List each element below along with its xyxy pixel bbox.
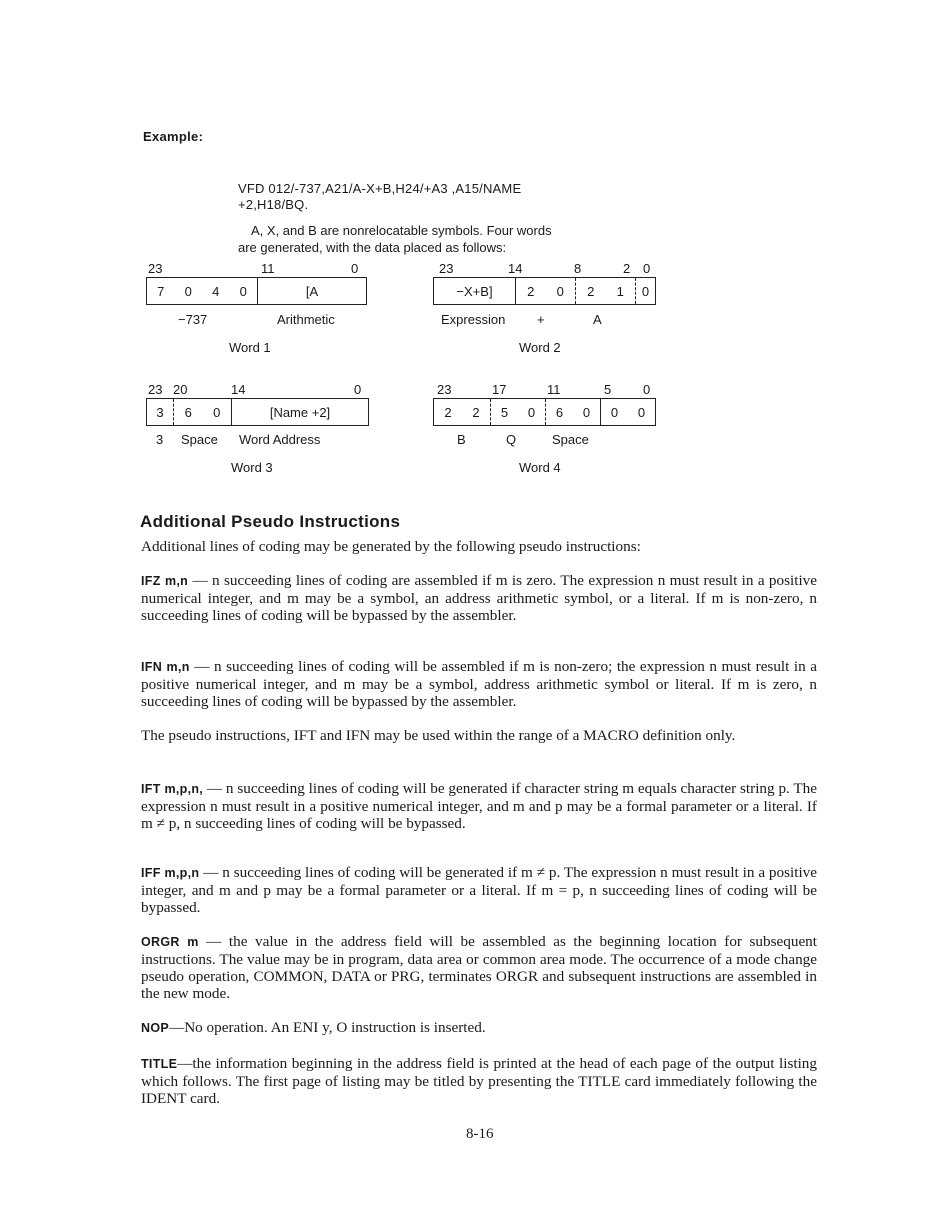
entry-dash: — xyxy=(188,572,213,589)
word-3-field-b xyxy=(173,399,231,425)
entry-keyword: ORGR m xyxy=(141,935,199,949)
word-4-cell: 2 xyxy=(472,404,480,420)
word-4-field-c xyxy=(545,399,600,425)
entry-keyword: IFT m,p,n, xyxy=(141,782,204,796)
word-4-bit: 17 xyxy=(492,382,507,397)
word-2-field-expr xyxy=(434,278,515,304)
word-2-cell: 0 xyxy=(556,283,564,299)
word-4-cell: 0 xyxy=(637,404,646,420)
entry-text: the value in the address field will be assembled as the beginning location for subsequent instructions. The value may be in program, data area or common area mode. The occurrence of a mode change pseudo operation, COMMON, DATA or PRG, terminates ORGR and subsequent instructions are assembled in the new mode. xyxy=(141,933,817,1002)
word-1-label: −737 xyxy=(178,312,208,327)
word-4-box xyxy=(433,398,656,426)
page-number: 8-16 xyxy=(466,1126,494,1142)
note-line-1: A, X, and B are nonrelocatable symbols. Four words xyxy=(251,223,552,238)
entry-text: n succeeding lines of coding will be generated if m ≠ p. The expression n must result in a positive integer, and m and p may be a formal parameter or a literal. If m = p, n succeeding lines of coding will be bypassed. xyxy=(141,864,818,916)
word-2-field-a xyxy=(515,278,575,304)
word-3-cell: [Name +2] xyxy=(269,404,331,420)
word-2-bit: 2 xyxy=(623,261,631,276)
word-3-bit: 0 xyxy=(354,382,362,397)
code-line-2: +2,H18/BQ. xyxy=(238,197,309,212)
word-4-bit: 23 xyxy=(437,382,452,397)
word-3-cell: 6 xyxy=(184,404,192,420)
word-4-bit: 5 xyxy=(604,382,612,397)
word-2-cell: 1 xyxy=(616,283,624,299)
entry-text: n succeeding lines of coding are assembled if m is zero. The expression n must result in a positive numerical integer, and m may be a symbol, an address arithmetic symbol, or a literal. If m is non-zero, n succeeding lines of coding will be bypassed by the assembler. xyxy=(141,572,818,624)
word-1-bit: 0 xyxy=(351,261,359,276)
word-4-cell: 0 xyxy=(582,404,591,420)
entry-dash: — xyxy=(198,933,229,950)
word-4-field-d xyxy=(600,399,655,425)
word-3-bit: 20 xyxy=(173,382,188,397)
word-1-cell: [A xyxy=(305,283,319,299)
word-4-label: Q xyxy=(506,432,517,447)
word-1-field-low xyxy=(257,278,366,304)
word-1-title: Word 1 xyxy=(229,340,271,355)
word-2-bit: 8 xyxy=(574,261,582,276)
word-3-field-c xyxy=(231,399,368,425)
word-1-cell: 0 xyxy=(239,283,247,299)
word-3-title: Word 3 xyxy=(231,460,273,475)
entry-ifz xyxy=(141,572,817,624)
entry-title xyxy=(141,1055,817,1107)
word-3-bit: 14 xyxy=(231,382,246,397)
entry-keyword: IFF m,p,n xyxy=(141,866,200,880)
word-1-field-high xyxy=(147,278,257,304)
word-3-bit: 23 xyxy=(148,382,163,397)
word-2-cell: 2 xyxy=(587,283,595,299)
word-3-label: Word Address xyxy=(239,432,321,447)
word-4-cell: 2 xyxy=(444,404,452,420)
entry-note xyxy=(141,727,817,744)
entry-orgr xyxy=(141,933,817,1002)
code-line-1: VFD 012/-737,A21/A-X+B,H24/+A3 ,A15/NAME xyxy=(238,181,522,196)
word-2-field-b xyxy=(575,278,635,304)
word-1-bit: 23 xyxy=(148,261,163,276)
entry-iff xyxy=(141,864,817,916)
entry-keyword: NOP xyxy=(141,1021,169,1035)
word-4-label: B xyxy=(457,432,466,447)
entry-dash: — xyxy=(189,658,214,675)
word-3-cell: 0 xyxy=(213,404,221,420)
word-1-box xyxy=(146,277,367,305)
word-1-label: Arithmetic xyxy=(277,312,335,327)
word-4-field-a xyxy=(434,399,490,425)
word-4-cell: 5 xyxy=(500,404,509,420)
word-3-cell: 3 xyxy=(156,404,164,420)
entry-ift xyxy=(141,780,817,832)
entry-dash: — xyxy=(199,864,223,881)
word-1-cell: 0 xyxy=(184,283,192,299)
word-2-label: + xyxy=(537,312,545,327)
entry-keyword: IFZ m,n xyxy=(141,574,189,588)
word-2-bit: 0 xyxy=(643,261,651,276)
entry-text: n succeeding lines of coding will be assembled if m is non-zero; the expression n must result in a positive numerical integer, and m may be a symbol, address arithmetic symbol or literal. If m is zero, n succeeding lines of coding will be bypassed by the assembler. xyxy=(141,658,818,710)
word-1-bit: 11 xyxy=(261,261,275,276)
entry-keyword: TITLE xyxy=(141,1057,178,1071)
entry-text: the information beginning in the address field is printed at the head of each page of the output listing which follows. The first page of listing may be titled by presenting the TITLE card immediately following the IDENT card. xyxy=(141,1055,817,1107)
word-3-label: Space xyxy=(181,432,218,447)
intro-paragraph: Additional lines of coding may be generated by the following pseudo instructions: xyxy=(141,538,641,555)
word-4-title: Word 4 xyxy=(519,460,561,475)
word-3-box xyxy=(146,398,369,426)
word-4-field-b xyxy=(490,399,545,425)
word-2-label: Expression xyxy=(441,312,506,327)
word-2-cell: 0 xyxy=(641,283,650,299)
word-2-field-c xyxy=(635,278,655,304)
word-4-cell: 6 xyxy=(555,404,564,420)
word-2-label: A xyxy=(593,312,602,327)
entry-dash: — xyxy=(203,780,226,797)
entry-dash: — xyxy=(177,1055,193,1072)
entry-text: No operation. An ENI y, O instruction is inserted. xyxy=(184,1019,486,1036)
entry-ifn xyxy=(141,658,817,710)
example-label: Example: xyxy=(143,129,204,144)
word-1-cell: 7 xyxy=(157,283,165,299)
word-2-cell: 2 xyxy=(527,283,535,299)
entry-keyword: IFN m,n xyxy=(141,660,190,674)
word-4-label: Space xyxy=(552,432,589,447)
word-4-cell: 0 xyxy=(610,404,619,420)
entry-dash: — xyxy=(169,1019,185,1036)
word-2-bit: 14 xyxy=(508,261,523,276)
word-2-bit: 23 xyxy=(439,261,454,276)
word-2-title: Word 2 xyxy=(519,340,561,355)
note-line-2: are generated, with the data placed as follows: xyxy=(238,240,507,255)
entry-text: The pseudo instructions, IFT and IFN may be used within the range of a MACRO definition only. xyxy=(141,727,736,744)
section-title: Additional Pseudo Instructions xyxy=(140,512,401,531)
entry-text: n succeeding lines of coding will be generated if character string m equals character string p. The expression n must result in a positive numerical integer, and m and p may be a formal parameter or a literal. If m ≠ p, n succeeding lines of coding will be bypassed. xyxy=(141,780,818,832)
word-3-label: 3 xyxy=(156,432,164,447)
word-2-cell: −X+B] xyxy=(456,283,493,299)
word-4-bit: 0 xyxy=(643,382,651,397)
word-1-cell: 4 xyxy=(212,283,220,299)
entry-nop xyxy=(141,1019,817,1037)
word-4-bit: 11 xyxy=(547,382,561,397)
word-4-cell: 0 xyxy=(527,404,536,420)
word-3-field-a xyxy=(147,399,173,425)
word-2-box xyxy=(433,277,656,305)
